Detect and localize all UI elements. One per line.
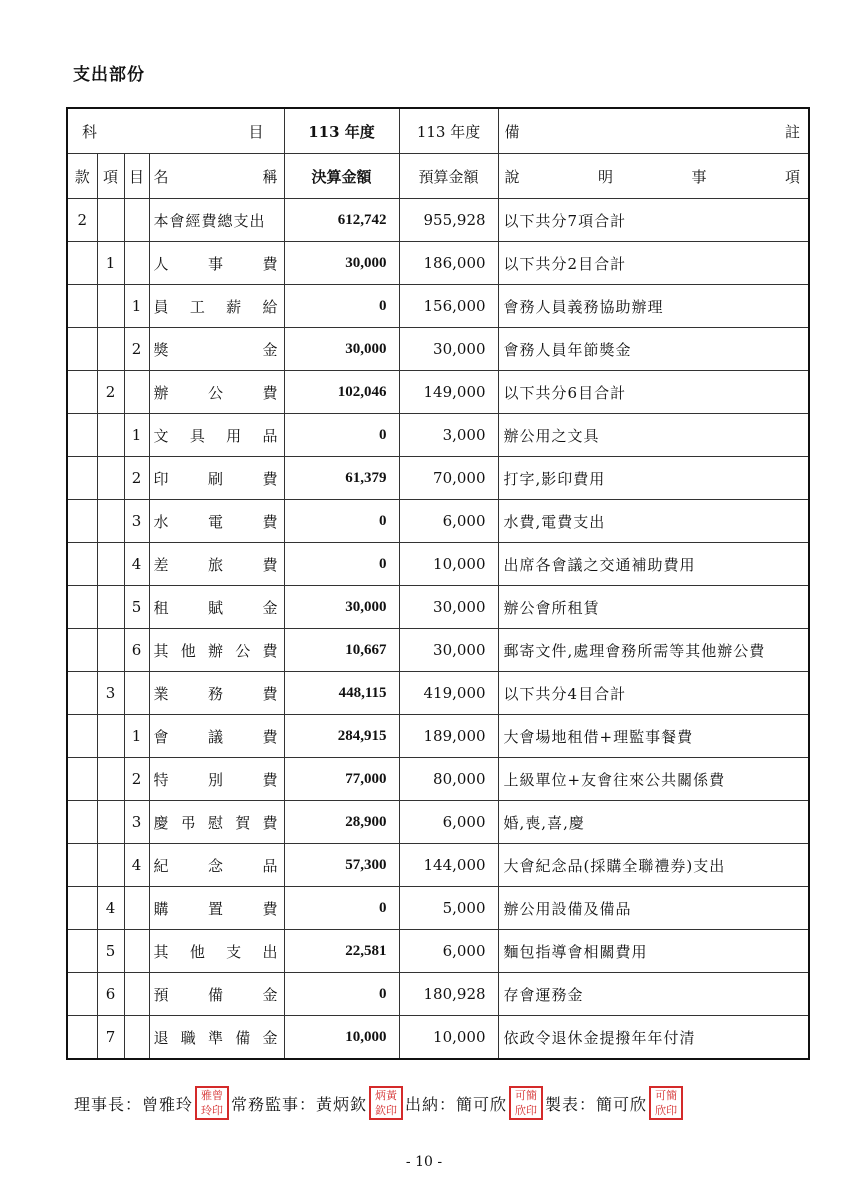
item-name-char: 念 [208, 856, 224, 875]
actual-amount-cell: 10,000 [284, 1016, 399, 1060]
mu-cell: 6 [124, 629, 149, 672]
xiang-cell [97, 543, 124, 586]
xiang-cell: 5 [97, 930, 124, 973]
cashier-seal-char: 簡 [526, 1089, 538, 1102]
preparer-seal-char: 可 [655, 1089, 667, 1102]
actual-amount-cell: 102,046 [284, 371, 399, 414]
section-heading: 支出部份 [73, 65, 145, 85]
mu-cell: 4 [124, 844, 149, 887]
mu-cell: 3 [124, 500, 149, 543]
mu-cell [124, 371, 149, 414]
table-row [67, 500, 809, 543]
item-name-char: 費 [262, 512, 278, 531]
table-row [67, 199, 809, 242]
xiang-cell [97, 457, 124, 500]
item-name-char: 辦 [153, 383, 169, 402]
item-name-char: 刷 [208, 469, 224, 488]
actual-amount-cell: 22,581 [284, 930, 399, 973]
mu-cell: 5 [124, 586, 149, 629]
table-row [67, 672, 809, 715]
xiang-cell: 2 [97, 371, 124, 414]
mu-cell [124, 199, 149, 242]
actual-amount-cell: 30,000 [284, 328, 399, 371]
supervisor-seal-char: 欽 [375, 1104, 387, 1117]
kuan-cell [67, 801, 97, 844]
remark-cell: 打字,影印費用 [498, 457, 809, 500]
budget-amount-cell: 5,000 [399, 887, 498, 930]
mu-cell: 4 [124, 543, 149, 586]
subject-header-label-2: 目 [248, 122, 264, 141]
item-name-char: 賦 [208, 598, 224, 617]
item-name-char: 議 [208, 727, 224, 746]
item-name [154, 984, 278, 1005]
item-name [154, 597, 278, 618]
preparer-seal-stamp [649, 1086, 683, 1120]
actual-amount-cell: 612,742 [284, 199, 399, 242]
item-name-char: 獎 [153, 340, 169, 359]
item-name [154, 382, 278, 403]
item-name-char: 用 [226, 426, 242, 445]
table-row [67, 844, 809, 887]
table-row [67, 629, 809, 672]
kuan-cell [67, 371, 97, 414]
remark-cell: 辦公用之文具 [498, 414, 809, 457]
actual-amount-cell: 284,915 [284, 715, 399, 758]
table-row [67, 973, 809, 1016]
item-name [154, 554, 278, 575]
xiang-cell: 4 [97, 887, 124, 930]
item-name-cell [149, 586, 284, 629]
budget-amount-cell: 6,000 [399, 801, 498, 844]
name-header-label-1: 名 [153, 167, 169, 186]
cashier-seal-char: 可 [515, 1089, 527, 1102]
item-name-cell [149, 672, 284, 715]
mu-cell: 1 [124, 414, 149, 457]
xiang-cell: 7 [97, 1016, 124, 1060]
remark-desc-char: 明 [598, 167, 614, 186]
remark-cell: 依政令退休金提撥年年付清 [498, 1016, 809, 1060]
header-row-1 [67, 108, 809, 154]
mu-cell: 1 [124, 285, 149, 328]
actual-amount-cell: 0 [284, 973, 399, 1016]
item-name-char: 費 [262, 684, 278, 703]
item-name-char: 費 [262, 813, 278, 832]
item-name-char: 其 [153, 641, 169, 660]
remark-cell: 婚,喪,喜,慶 [498, 801, 809, 844]
item-name-char: 會 [153, 727, 169, 746]
remark-cell: 出席各會議之交通補助費用 [498, 543, 809, 586]
budget-amount-cell: 180,928 [399, 973, 498, 1016]
remark-cell: 麵包指導會相關費用 [498, 930, 809, 973]
item-name-char: 慶 [153, 813, 169, 832]
item-name-char: 準 [208, 1028, 224, 1047]
item-name-char: 租 [153, 598, 169, 617]
item-name [154, 468, 278, 489]
remark-desc-header [498, 154, 809, 199]
item-name-cell [149, 758, 284, 801]
item-name-char: 預 [153, 985, 169, 1004]
xiang-cell: 6 [97, 973, 124, 1016]
item-name-char: 費 [262, 254, 278, 273]
remark-cell: 以下共分2目合計 [498, 242, 809, 285]
item-name-char: 務 [208, 684, 224, 703]
actual-amount-cell: 77,000 [284, 758, 399, 801]
actual-amount-cell: 28,900 [284, 801, 399, 844]
item-name-char: 支 [226, 942, 242, 961]
item-name-char: 薪 [226, 297, 242, 316]
budget-amount-cell: 6,000 [399, 500, 498, 543]
item-name-char: 費 [262, 383, 278, 402]
mu-cell: 3 [124, 801, 149, 844]
item-name-cell [149, 844, 284, 887]
item-name-cell [149, 930, 284, 973]
item-name-char: 購 [153, 899, 169, 918]
item-name-char: 印 [153, 469, 169, 488]
kuan-cell [67, 586, 97, 629]
budget-amount-cell: 70,000 [399, 457, 498, 500]
budget-amount-cell: 419,000 [399, 672, 498, 715]
remark-desc-char: 項 [784, 167, 800, 186]
kuan-header: 款 [67, 154, 97, 199]
mu-cell: 2 [124, 758, 149, 801]
remark-cell: 大會場地租借+理監事餐費 [498, 715, 809, 758]
mu-cell [124, 930, 149, 973]
remark-desc-char: 說 [504, 167, 520, 186]
budget-amount-cell: 10,000 [399, 1016, 498, 1060]
item-name [154, 339, 278, 360]
remark-cell: 上級單位+友會往來公共關係費 [498, 758, 809, 801]
kuan-cell [67, 758, 97, 801]
remark-cell: 水費,電費支出 [498, 500, 809, 543]
remark-header [498, 108, 809, 154]
item-name-char: 弔 [180, 813, 196, 832]
supervisor-signature: 常務監事：黃炳欽 [231, 1094, 368, 1114]
kuan-cell [67, 973, 97, 1016]
item-name-cell [149, 543, 284, 586]
actual-year-header: 113 年度 [284, 108, 399, 154]
xiang-cell [97, 328, 124, 371]
item-name-char: 賀 [235, 813, 251, 832]
chair-seal-char: 玲 [201, 1104, 213, 1117]
item-name-char: 工 [189, 297, 205, 316]
remark-cell: 以下共分4目合計 [498, 672, 809, 715]
budget-amount-cell: 955,928 [399, 199, 498, 242]
item-name-char: 紀 [153, 856, 169, 875]
budget-amount-header: 預算金額 [399, 154, 498, 199]
item-name-char: 辦 [208, 641, 224, 660]
item-name-cell [149, 242, 284, 285]
budget-amount-cell: 6,000 [399, 930, 498, 973]
item-name-char: 公 [208, 383, 224, 402]
kuan-cell [67, 930, 97, 973]
cashier-seal-char: 印 [526, 1104, 538, 1117]
budget-amount-cell: 30,000 [399, 586, 498, 629]
kuan-cell [67, 1016, 97, 1060]
actual-amount-cell: 57,300 [284, 844, 399, 887]
kuan-cell: 2 [67, 199, 97, 242]
item-name-cell [149, 801, 284, 844]
page-number: - 10 - [405, 1154, 443, 1170]
table-row [67, 371, 809, 414]
subject-header [67, 108, 284, 154]
item-name-cell [149, 457, 284, 500]
chair-seal-char: 雅 [201, 1089, 213, 1102]
actual-amount-header: 決算金額 [284, 154, 399, 199]
budget-amount-cell: 186,000 [399, 242, 498, 285]
actual-amount-cell: 61,379 [284, 457, 399, 500]
item-name-char: 員 [153, 297, 169, 316]
actual-amount-cell: 0 [284, 500, 399, 543]
item-name-char: 退 [153, 1028, 169, 1047]
table-row [67, 887, 809, 930]
item-name-char: 費 [262, 555, 278, 574]
budget-year-header: 113 年度 [399, 108, 498, 154]
header-row-2 [67, 154, 809, 199]
xiang-cell [97, 586, 124, 629]
item-name-cell [149, 715, 284, 758]
item-name-char: 出 [262, 942, 278, 961]
xiang-cell [97, 500, 124, 543]
kuan-cell [67, 414, 97, 457]
remark-cell: 會務人員年節獎金 [498, 328, 809, 371]
item-name [154, 296, 278, 317]
item-name-cell [149, 414, 284, 457]
remark-cell: 大會紀念品(採購全聯禮券)支出 [498, 844, 809, 887]
supervisor-seal-char: 黃 [386, 1089, 398, 1102]
budget-amount-cell: 30,000 [399, 328, 498, 371]
xiang-cell [97, 629, 124, 672]
name-header [149, 154, 284, 199]
item-name-cell [149, 199, 284, 242]
item-name [154, 640, 278, 661]
kuan-cell [67, 629, 97, 672]
item-name-cell [149, 371, 284, 414]
kuan-cell [67, 242, 97, 285]
preparer-signature: 製表：簡可欣 [545, 1094, 648, 1114]
xiang-cell [97, 758, 124, 801]
table-row [67, 801, 809, 844]
item-name-char: 品 [262, 856, 278, 875]
item-name [154, 941, 278, 962]
item-name-char: 電 [208, 512, 224, 531]
item-name-char: 費 [262, 469, 278, 488]
supervisor-seal-char: 炳 [375, 1089, 387, 1102]
table-row [67, 328, 809, 371]
actual-amount-cell: 30,000 [284, 242, 399, 285]
xiang-cell [97, 414, 124, 457]
remark-cell: 以下共分6目合計 [498, 371, 809, 414]
mu-cell: 1 [124, 715, 149, 758]
supervisor-seal-stamp [369, 1086, 403, 1120]
budget-amount-cell: 189,000 [399, 715, 498, 758]
kuan-cell [67, 328, 97, 371]
item-name-char: 公 [235, 641, 251, 660]
item-name-char: 金 [262, 598, 278, 617]
item-name-char: 他 [189, 942, 205, 961]
item-name-cell [149, 887, 284, 930]
table-row [67, 543, 809, 586]
chair-seal-char: 曾 [212, 1089, 224, 1102]
budget-amount-cell: 10,000 [399, 543, 498, 586]
remark-desc-char: 事 [691, 167, 707, 186]
table-row [67, 586, 809, 629]
item-name [154, 425, 278, 446]
table-row [67, 1016, 809, 1060]
item-name-char: 費 [262, 727, 278, 746]
remark-cell: 辦公會所租賃 [498, 586, 809, 629]
remark-cell: 會務人員義務協助辦理 [498, 285, 809, 328]
item-name-char: 金 [262, 340, 278, 359]
cashier-seal-stamp [509, 1086, 543, 1120]
signature-row [74, 1086, 685, 1120]
chair-signature: 理事長：曾雅玲 [74, 1094, 194, 1114]
table-row [67, 930, 809, 973]
kuan-cell [67, 887, 97, 930]
item-name-char: 別 [208, 770, 224, 789]
supervisor-seal-char: 印 [386, 1104, 398, 1117]
item-name-char: 金 [262, 1028, 278, 1047]
table-row [67, 715, 809, 758]
actual-amount-cell: 10,667 [284, 629, 399, 672]
item-name [154, 511, 278, 532]
item-name-char: 旅 [208, 555, 224, 574]
mu-cell [124, 973, 149, 1016]
expenditure-table [66, 107, 810, 1060]
xiang-cell: 3 [97, 672, 124, 715]
mu-cell [124, 887, 149, 930]
item-name-char: 特 [153, 770, 169, 789]
cashier-seal-char: 欣 [515, 1104, 527, 1117]
remark-cell: 郵寄文件,處理會務所需等其他辦公費 [498, 629, 809, 672]
remark-header-label-1: 備 [504, 122, 520, 141]
item-name [154, 898, 278, 919]
xiang-cell [97, 844, 124, 887]
budget-amount-cell: 149,000 [399, 371, 498, 414]
item-name-char: 其 [153, 942, 169, 961]
kuan-cell [67, 672, 97, 715]
kuan-cell [67, 715, 97, 758]
xiang-cell [97, 715, 124, 758]
item-name-char: 人 [153, 254, 169, 273]
item-name-char: 金 [262, 985, 278, 1004]
item-name [154, 769, 278, 790]
item-name-cell [149, 328, 284, 371]
kuan-cell [67, 285, 97, 328]
mu-cell: 2 [124, 457, 149, 500]
mu-cell: 2 [124, 328, 149, 371]
item-name-cell [149, 973, 284, 1016]
preparer-seal-char: 欣 [655, 1104, 667, 1117]
chair-seal-stamp [195, 1086, 229, 1120]
item-name-char: 他 [180, 641, 196, 660]
kuan-cell [67, 543, 97, 586]
item-name-char: 具 [189, 426, 205, 445]
table-row [67, 285, 809, 328]
xiang-header: 項 [97, 154, 124, 199]
item-name-char: 置 [208, 899, 224, 918]
budget-amount-cell: 30,000 [399, 629, 498, 672]
remark-header-label-2: 註 [785, 122, 801, 141]
preparer-seal-char: 印 [666, 1104, 678, 1117]
item-name-char: 事 [208, 254, 224, 273]
kuan-cell [67, 457, 97, 500]
table-row [67, 414, 809, 457]
item-name-char: 差 [153, 555, 169, 574]
remark-cell: 辦公用設備及備品 [498, 887, 809, 930]
item-name-char: 費 [262, 770, 278, 789]
item-name-cell [149, 285, 284, 328]
item-name-char: 備 [235, 1028, 251, 1047]
table-row [67, 457, 809, 500]
remark-cell: 以下共分7項合計 [498, 199, 809, 242]
budget-amount-cell: 144,000 [399, 844, 498, 887]
item-name-char: 慰 [208, 813, 224, 832]
actual-amount-cell: 448,115 [284, 672, 399, 715]
actual-amount-cell: 0 [284, 285, 399, 328]
item-name-cell [149, 1016, 284, 1060]
actual-amount-cell: 0 [284, 543, 399, 586]
chair-seal-char: 印 [212, 1104, 224, 1117]
item-name: 本會經費總支出 [153, 211, 266, 230]
mu-cell [124, 242, 149, 285]
xiang-cell [97, 199, 124, 242]
budget-amount-cell: 156,000 [399, 285, 498, 328]
name-header-label-2: 稱 [262, 167, 278, 186]
item-name [154, 253, 278, 274]
actual-amount-cell: 0 [284, 887, 399, 930]
item-name-char: 業 [153, 684, 169, 703]
remark-cell: 存會運務金 [498, 973, 809, 1016]
item-name-char: 備 [208, 985, 224, 1004]
item-name-char: 費 [262, 641, 278, 660]
item-name-char: 品 [262, 426, 278, 445]
mu-cell [124, 672, 149, 715]
item-name-char: 文 [153, 426, 169, 445]
mu-cell [124, 1016, 149, 1060]
xiang-cell [97, 801, 124, 844]
cashier-signature: 出納：簡可欣 [405, 1094, 508, 1114]
mu-header: 目 [124, 154, 149, 199]
preparer-seal-char: 簡 [666, 1089, 678, 1102]
item-name-cell [149, 629, 284, 672]
item-name-char: 水 [153, 512, 169, 531]
xiang-cell: 1 [97, 242, 124, 285]
kuan-cell [67, 844, 97, 887]
table-row [67, 242, 809, 285]
item-name-cell [149, 500, 284, 543]
item-name [154, 812, 278, 833]
item-name-char: 職 [180, 1028, 196, 1047]
item-name [154, 683, 278, 704]
xiang-cell [97, 285, 124, 328]
budget-amount-cell: 80,000 [399, 758, 498, 801]
item-name-char: 費 [262, 899, 278, 918]
kuan-cell [67, 500, 97, 543]
actual-amount-cell: 0 [284, 414, 399, 457]
table-row [67, 758, 809, 801]
actual-amount-cell: 30,000 [284, 586, 399, 629]
item-name-char: 給 [262, 297, 278, 316]
subject-header-label-1: 科 [82, 122, 98, 141]
budget-amount-cell: 3,000 [399, 414, 498, 457]
item-name [154, 855, 278, 876]
item-name [154, 726, 278, 747]
item-name [154, 1027, 278, 1048]
